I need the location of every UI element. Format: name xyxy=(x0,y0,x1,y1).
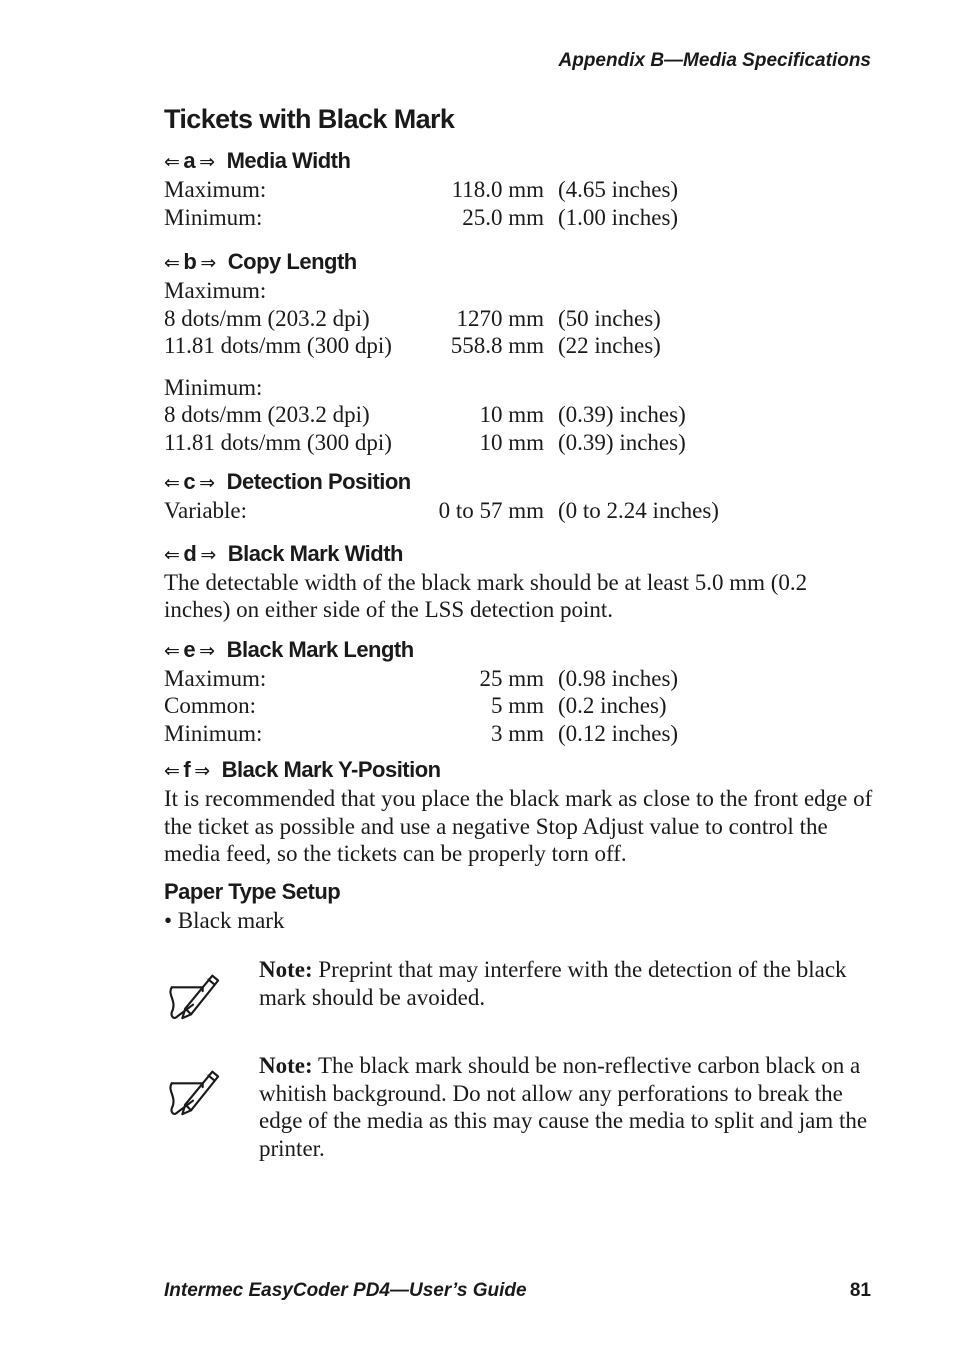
spec-label: Minimum: xyxy=(164,204,263,230)
heading-text: Black Mark Length xyxy=(226,636,414,662)
left-arrow-icon: ⇐ xyxy=(164,252,180,274)
spec-imperial: (0.39) inches) xyxy=(558,429,686,455)
note-label: Note: xyxy=(259,1053,313,1078)
note-label: Note: xyxy=(259,957,313,982)
bullet-item: • Black mark xyxy=(164,907,285,933)
heading-text: Black Mark Y-Position xyxy=(221,757,441,782)
spec-metric: 118.0 mm xyxy=(451,177,544,202)
dimension-letter: f xyxy=(183,757,191,782)
spec-label: 8 dots/mm (203.2 dpi) xyxy=(164,402,370,427)
spec-metric: 25 mm xyxy=(479,665,544,691)
spec-row xyxy=(164,332,874,360)
spec-imperial: (0.98 inches) xyxy=(558,665,679,691)
right-arrow-icon: ⇒ xyxy=(199,639,215,662)
running-header: Appendix B—Media Specifications xyxy=(558,50,871,71)
spec-table xyxy=(164,176,874,231)
spec-metric: 10 mm xyxy=(479,402,544,427)
section-heading xyxy=(164,755,874,785)
spec-table xyxy=(164,277,874,456)
note-block xyxy=(164,1052,874,1162)
spec-imperial: (1.00 inches) xyxy=(558,204,679,230)
heading-text: Media Width xyxy=(226,148,351,173)
section-black-mark-width xyxy=(164,539,874,624)
page-title: Tickets with Black Mark xyxy=(164,104,455,134)
spec-imperial: (0.39) inches) xyxy=(558,402,686,427)
spec-label: Common: xyxy=(164,693,257,718)
right-arrow-icon: ⇒ xyxy=(194,760,210,782)
spec-imperial: (4.65 inches) xyxy=(558,177,679,202)
section-black-mark-y-position xyxy=(164,755,874,868)
note-text xyxy=(259,1052,874,1162)
note-pencil-icon xyxy=(164,966,222,1024)
right-arrow-icon: ⇒ xyxy=(199,151,215,173)
spec-row xyxy=(164,204,874,232)
spec-metric: 5 mm xyxy=(490,693,544,718)
heading-text: Copy Length xyxy=(227,249,357,274)
section-heading: Paper Type Setup xyxy=(164,878,341,904)
spec-imperial: (22 inches) xyxy=(558,333,661,358)
left-arrow-icon: ⇐ xyxy=(164,472,180,494)
spec-row xyxy=(164,305,874,333)
dimension-letter: e xyxy=(183,636,196,662)
heading-text: Black Mark Width xyxy=(227,540,403,566)
spec-row xyxy=(164,692,874,720)
spec-metric: 10 mm xyxy=(479,429,544,455)
dimension-letter: d xyxy=(183,540,197,566)
spec-metric: 25.0 mm xyxy=(462,204,544,230)
footer-book-title: Intermec EasyCoder PD4—User’s Guide xyxy=(164,1280,527,1301)
spec-label: Maximum: xyxy=(164,278,267,303)
section-paper-type-setup xyxy=(164,877,874,935)
spec-imperial: (50 inches) xyxy=(558,305,661,331)
spec-table xyxy=(164,497,874,525)
note-body: The black mark should be non-reflective carbon black on a whitish background. Do not allow any perforations to break the edge of the media as this may cause the media to split and jam the printer. xyxy=(259,1053,868,1161)
section-black-mark-length xyxy=(164,635,874,748)
left-arrow-icon: ⇐ xyxy=(164,639,180,662)
left-arrow-icon: ⇐ xyxy=(164,151,180,173)
section-paragraph: The detectable width of the black mark should be at least 5.0 mm (0.2 inches) on either side of the LSS detection point. xyxy=(164,569,808,622)
spec-imperial: (0.12 inches) xyxy=(558,720,679,746)
spec-label: 11.81 dots/mm (300 dpi) xyxy=(164,333,392,358)
spec-metric: 558.8 mm xyxy=(450,333,544,358)
left-arrow-icon: ⇐ xyxy=(164,760,180,782)
section-detection-position xyxy=(164,467,874,525)
section-copy-length xyxy=(164,247,874,456)
dimension-letter: b xyxy=(183,249,197,274)
note-pencil-icon xyxy=(164,1062,222,1120)
section-heading xyxy=(164,539,874,569)
spec-subheading xyxy=(164,374,874,402)
note-text xyxy=(259,956,874,1011)
spec-row xyxy=(164,429,874,457)
section-heading xyxy=(164,146,874,176)
spec-metric: 1270 mm xyxy=(456,305,544,331)
spec-label: Minimum: xyxy=(164,374,263,400)
section-heading xyxy=(164,467,874,497)
section-heading xyxy=(164,247,874,277)
spec-imperial: (0.2 inches) xyxy=(558,693,667,718)
spec-label: Maximum: xyxy=(164,177,267,202)
spec-imperial: (0 to 2.24 inches) xyxy=(558,498,719,523)
right-arrow-icon: ⇒ xyxy=(200,543,216,566)
spec-label: Variable: xyxy=(164,498,248,523)
page-content xyxy=(164,104,874,1162)
spec-row xyxy=(164,401,874,429)
spec-label: Maximum: xyxy=(164,665,267,691)
spec-row xyxy=(164,720,874,748)
note-block xyxy=(164,956,874,1011)
spec-label: 8 dots/mm (203.2 dpi) xyxy=(164,305,370,331)
section-paragraph: It is recommended that you place the black mark as close to the front edge of the ticket as possible and use a negative Stop Adjust value to control the media feed, so the tickets can be properly torn off. xyxy=(164,786,873,866)
section-heading xyxy=(164,635,874,665)
spec-row xyxy=(164,176,874,204)
right-arrow-icon: ⇒ xyxy=(199,472,215,494)
section-media-width xyxy=(164,146,874,231)
spec-subheading xyxy=(164,277,874,305)
spec-row xyxy=(164,665,874,693)
spec-metric: 0 to 57 mm xyxy=(438,498,544,523)
page-number: 81 xyxy=(849,1280,871,1301)
spec-row xyxy=(164,497,874,525)
dimension-letter: a xyxy=(183,148,196,173)
spec-label: Minimum: xyxy=(164,720,263,746)
heading-text: Detection Position xyxy=(226,469,411,494)
spec-label: 11.81 dots/mm (300 dpi) xyxy=(164,429,392,455)
spec-metric: 3 mm xyxy=(490,720,544,746)
left-arrow-icon: ⇐ xyxy=(164,543,180,566)
dimension-letter: c xyxy=(183,469,196,494)
note-body: Preprint that may interfere with the detection of the black mark should be avoided. xyxy=(259,957,847,1010)
spec-table xyxy=(164,665,874,748)
right-arrow-icon: ⇒ xyxy=(200,252,216,274)
